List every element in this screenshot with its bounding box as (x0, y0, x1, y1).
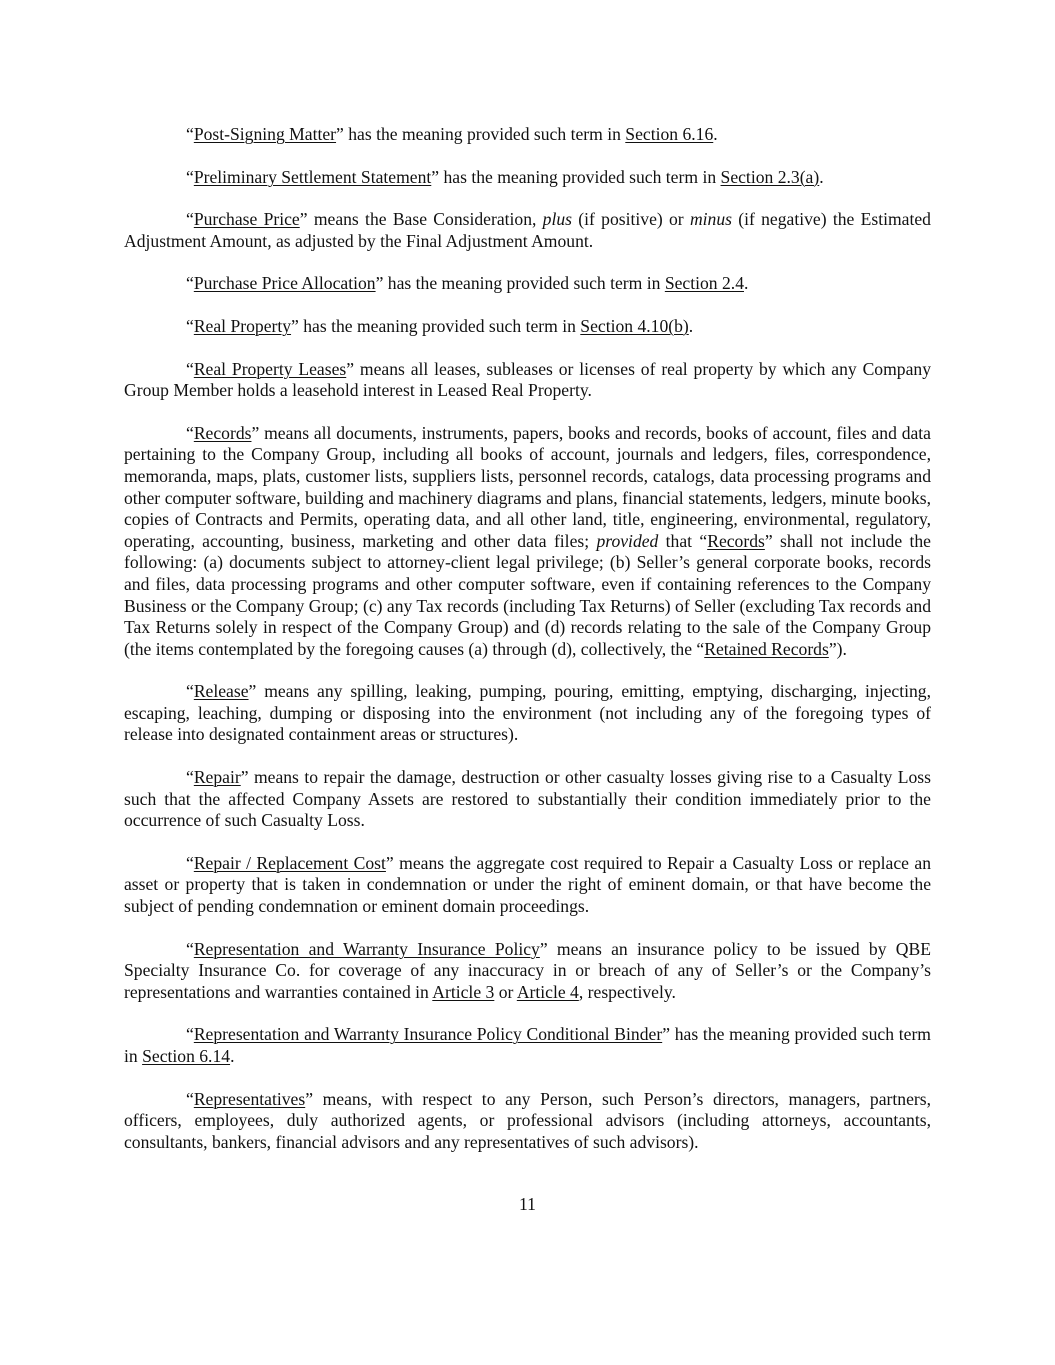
text-run: ” has the meaning provided such term in (124, 1024, 931, 1066)
cross-reference: Section 4.10(b) (580, 315, 689, 336)
text-run: . (819, 166, 824, 187)
definition-paragraph (124, 853, 931, 918)
definition-paragraph (124, 209, 931, 252)
cross-reference: Section 2.4 (664, 273, 744, 294)
text-run: “ (186, 166, 194, 187)
defined-term: Representation and Warranty Insurance Policy (193, 938, 540, 959)
text-run: “ (186, 124, 194, 144)
cross-reference: Section 6.14 (142, 1046, 231, 1066)
defined-term: Post-Signing Matter (193, 124, 337, 144)
text-run: “ (186, 422, 194, 443)
definition-paragraph (124, 359, 931, 402)
text-run: “ (186, 1024, 194, 1045)
text-run: ” means all leases, subleases or licenses of real property by which any Company Group Member holds a leasehold interest in Leased Real Property. (124, 358, 931, 401)
text-run: “ (186, 358, 194, 379)
definition-paragraph (124, 767, 931, 832)
defined-term: Release (193, 681, 249, 702)
text-run: ” means to repair the damage, destruction or other casualty losses giving rise to a Casualty Loss such that the affected Company Assets are restored to substantially their condition immediately prior to the occurrence of such Casualty Loss. (124, 767, 931, 831)
text-run: ” has the meaning provided such term in (431, 166, 721, 187)
definition-paragraph (124, 1089, 931, 1154)
text-run: “ (186, 1088, 194, 1109)
italic-text: plus (542, 209, 573, 230)
definition-paragraph (124, 167, 931, 189)
text-run: . (713, 124, 718, 144)
text-run: . (230, 1046, 235, 1066)
text-run: “ (186, 938, 194, 959)
page-number: 11 (519, 1194, 536, 1214)
defined-term: Purchase Price (193, 209, 300, 230)
cross-reference: Retained Records (704, 638, 829, 659)
text-run: ” means all documents, instruments, papers, books and records, books of account, files and data pertaining to the Company Group, including all books of account, journals and ledgers, files, correspondence, memoranda, maps, plats, customer lists, suppliers lists, personnel records, catalogs, data processing programs and other computer software, building and machinery diagrams and plans, financial statements, ledgers, minute books, copies of Contracts and Permits, operating data, and all other land, title, engineering, environmental, regulatory, operating, accounting, business, marketing and other data files; (124, 422, 931, 551)
text-run: ” means an insurance policy to be issued by QBE Specialty Insurance Co. for coverage of any inaccuracy in or breach of any of Seller’s or the Company’s representations and warranties contained in (124, 938, 931, 1002)
definition-paragraph (124, 423, 931, 661)
text-run: “ (186, 681, 194, 702)
text-run: ”). (828, 638, 847, 659)
text-run: ” means the aggregate cost required to Repair a Casualty Loss or replace an asset or property that is taken in condemnation or under the right of eminent domain, or that have become the subject of pending condemnation or eminent domain proceedings. (124, 852, 931, 917)
text-run: that “ (658, 530, 708, 551)
defined-term: Real Property Leases (193, 358, 347, 379)
cross-reference: Article 3 (432, 981, 495, 1002)
text-run: ” has the meaning provided such term in (291, 315, 581, 336)
text-run: ” means, with respect to any Person, such Person’s directors, managers, partners, officers, employees, duly authorized agents, or professional advisors (including attorneys, accountants, consultants, bankers, financial advisors and any representatives of such advisors). (124, 1088, 931, 1152)
defined-term: Purchase Price Allocation (193, 273, 376, 294)
cross-reference: Section 6.16 (625, 124, 714, 144)
text-run: ” has the meaning provided such term in (336, 124, 626, 144)
italic-text: minus (689, 209, 732, 230)
text-run: ” means any spilling, leaking, pumping, pouring, emitting, emptying, discharging, injecting, escaping, leaching, dumping or disposing into the environment (not including any of the foregoing types of release into designated containment areas or structures). (124, 681, 931, 745)
text-run: “ (186, 852, 194, 873)
definition-paragraph (124, 1024, 931, 1067)
text-run: “ (186, 273, 194, 294)
defined-term: Records (707, 530, 765, 551)
text-run: (if negative) the Estimated Adjustment Amount, as adjusted by the Final Adjustment Amount. (124, 209, 931, 251)
italic-text: provided (596, 530, 659, 551)
text-run: ” shall not include the following: (a) documents subject to attorney-client legal privilege; (b) Seller’s general corporate books, records and files, data processing programs and other computer software, even if containing references to the Company Business or the Company Group; (c) any Tax records (including Tax Returns) of Seller (excluding Tax records and Tax Returns solely in respect of the Company Group) and (d) records relating to the sale of the Company Group (the items contemplated by the foregoing causes (a) through (d), collectively, the “ (124, 530, 931, 659)
cross-reference: Article 4 (516, 981, 579, 1002)
text-run: , respectively. (578, 981, 676, 1002)
defined-term: Repair / Replacement Cost (193, 852, 386, 873)
document-body (124, 124, 931, 1153)
text-run: “ (186, 315, 194, 336)
definition-paragraph (124, 681, 931, 746)
definition-paragraph (124, 939, 931, 1004)
cross-reference: Section 2.3(a) (720, 166, 820, 187)
defined-term: Real Property (193, 315, 292, 336)
text-run: (if positive) or (572, 209, 690, 230)
text-run: . (744, 273, 749, 294)
defined-term: Representatives (193, 1088, 306, 1109)
text-run: ” means the Base Consideration, (299, 209, 543, 230)
text-run: ” has the meaning provided such term in (375, 273, 665, 294)
definition-paragraph (124, 316, 931, 338)
text-run: or (494, 981, 517, 1002)
defined-term: Preliminary Settlement Statement (193, 166, 432, 187)
text-run: “ (186, 767, 194, 788)
definition-paragraph (124, 124, 931, 146)
defined-term: Repair (193, 767, 241, 788)
text-run: . (688, 315, 694, 336)
definition-paragraph (124, 273, 931, 295)
defined-term: Records (193, 422, 252, 443)
text-run: “ (186, 209, 194, 230)
defined-term: Representation and Warranty Insurance Policy Conditional Binder (193, 1024, 663, 1045)
